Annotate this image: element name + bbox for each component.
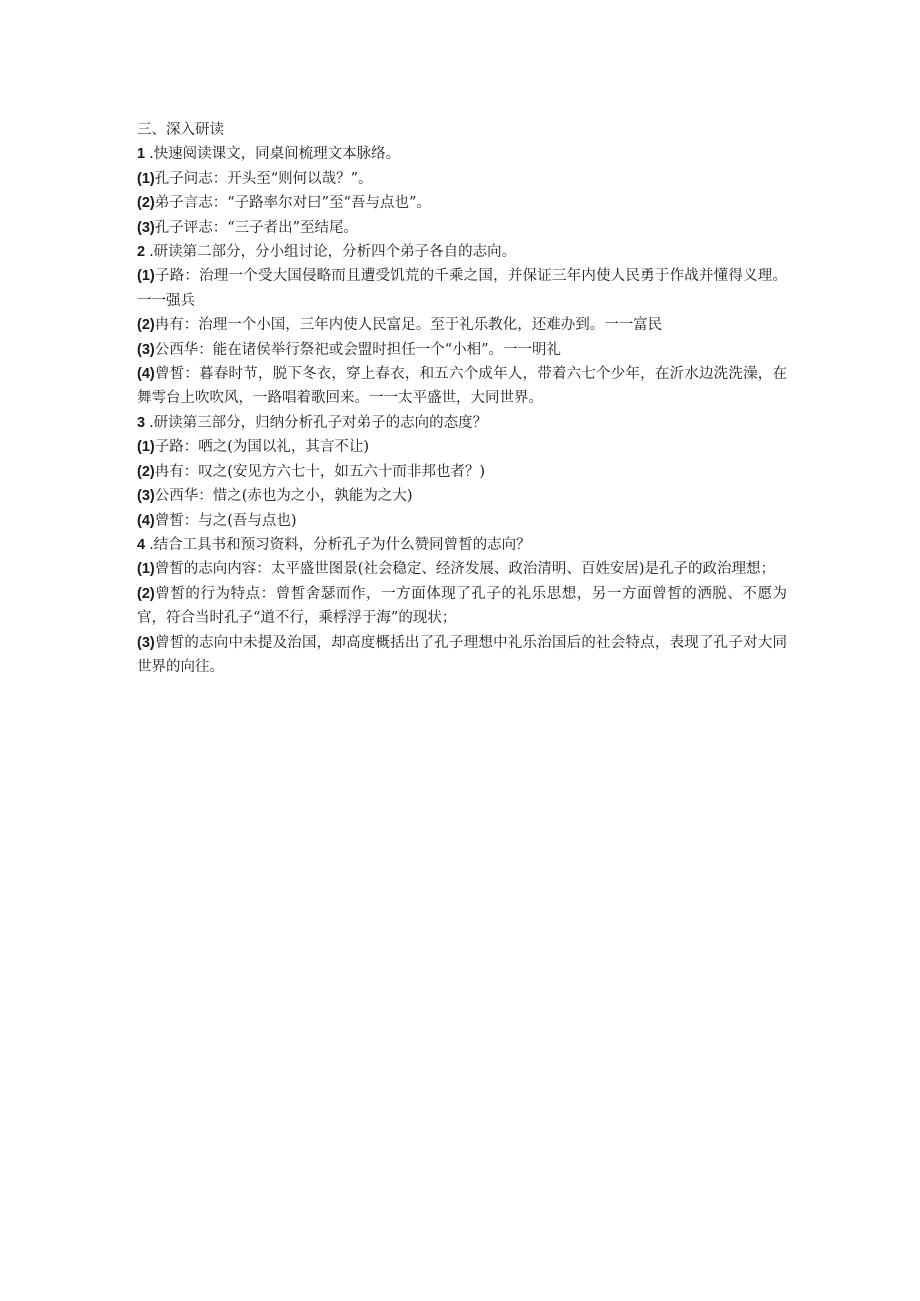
item-marker: (4)	[137, 366, 155, 383]
question-number: 2	[137, 244, 146, 261]
item-marker: (2)	[137, 585, 155, 602]
answer-item	[137, 264, 787, 313]
item-text: 曾皙：暮春时节，脱下冬衣，穿上春衣，和五六个成年人，带着六七个少年，在沂水边洗洗澡，在舞雩台上吹吹风，一路唱着歌回来。一一太平盛世，大同世界。	[137, 366, 787, 407]
question-3	[137, 411, 787, 435]
question-number: 1	[137, 146, 146, 163]
answer-item	[137, 631, 787, 680]
item-marker: (2)	[137, 463, 155, 480]
item-marker: (3)	[137, 634, 155, 651]
item-text: 孔子评志：“三子者出”至结尾。	[154, 219, 359, 236]
answer-item	[137, 557, 787, 581]
item-text: 曾皙的志向内容：太平盛世图景(社会稳定、经济发展、政治清明、百姓安居)是孔子的政治理想；	[154, 561, 776, 578]
item-text: 子路：哂之(为国以礼，其言不让)	[154, 439, 370, 456]
item-marker: (3)	[137, 488, 155, 505]
answer-item	[137, 362, 787, 411]
answer-item	[137, 338, 787, 362]
item-marker: (1)	[137, 170, 155, 187]
answer-item	[137, 460, 787, 484]
answer-item	[137, 313, 787, 337]
answer-item	[137, 167, 787, 191]
item-text: 孔子问志：开头至“则何以哉？”。	[154, 170, 373, 187]
question-text: .结合工具书和预习资料，分析孔子为什么赞同曾皙的志向？	[149, 536, 531, 553]
item-text: 冉有：叹之(安见方六七十，如五六十而非邦也者？)	[154, 463, 486, 480]
question-text: .快速阅读课文，同桌间梳理文本脉络。	[149, 146, 401, 163]
item-text: 冉有：治理一个小国，三年内使人民富足。至于礼乐教化，还难办到。一一富民	[154, 317, 663, 334]
answer-item	[137, 216, 787, 240]
item-text: 曾皙：与之(吾与点也)	[154, 512, 297, 529]
answer-item	[137, 191, 787, 215]
item-text: 子路：治理一个受大国侵略而且遭受饥荒的千乘之国，并保证三年内使人民勇于作战并懂得义理。一一强兵	[137, 268, 787, 309]
question-number: 4	[137, 536, 146, 553]
answer-item	[137, 435, 787, 459]
item-marker: (1)	[137, 561, 155, 578]
item-marker: (3)	[137, 341, 155, 358]
question-number: 3	[137, 414, 146, 431]
question-text: .研读第三部分，归纳分析孔子对弟子的志向的态度？	[149, 414, 488, 431]
item-text: 曾皙的志向中未提及治国，却高度概括出了孔子理想中礼乐治国后的社会特点，表现了孔子对大同世界的向往。	[137, 634, 787, 675]
answer-item	[137, 582, 787, 631]
item-marker: (2)	[137, 317, 155, 334]
question-2	[137, 240, 787, 264]
item-text: 曾皙的行为特点：曾皙舍瑟而作，一方面体现了孔子的礼乐思想，另一方面曾皙的洒脱、不愿为官，符合当时孔子“道不行，乘桴浮于海”的现状；	[137, 585, 787, 627]
question-1	[137, 142, 787, 166]
section-heading: 三、深入研读	[137, 122, 224, 138]
item-marker: (2)	[137, 195, 155, 212]
item-marker: (4)	[137, 512, 155, 529]
item-marker: (3)	[137, 219, 155, 236]
document-body	[137, 118, 787, 679]
item-marker: (1)	[137, 268, 155, 285]
item-marker: (1)	[137, 439, 155, 456]
item-text: 公西华：惜之(赤也为之小，孰能为之大)	[154, 488, 413, 505]
question-4	[137, 533, 787, 557]
item-text: 公西华：能在诸侯举行祭祀或会盟时担任一个“小相”。一一明礼	[154, 341, 562, 358]
item-text: 弟子言志：“子路率尔对曰”至“吾与点也”。	[154, 195, 431, 212]
answer-item	[137, 484, 787, 508]
question-text: .研读第二部分，分小组讨论，分析四个弟子各自的志向。	[149, 244, 517, 261]
answer-item	[137, 509, 787, 533]
